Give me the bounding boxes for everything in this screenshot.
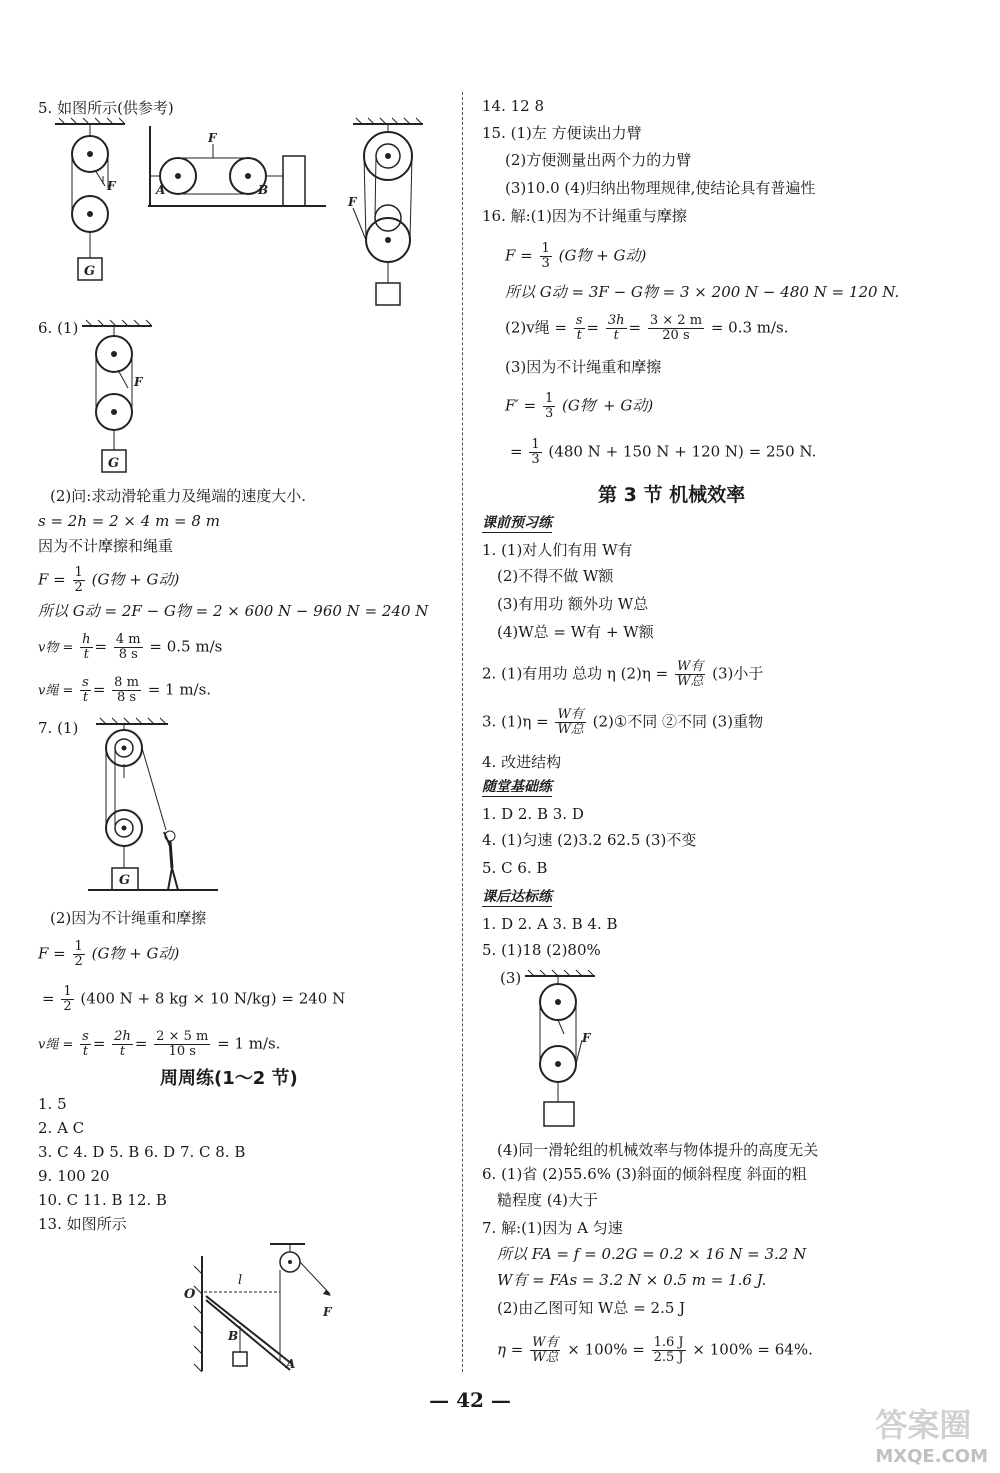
q5-force-label: F xyxy=(107,179,116,193)
q6-pulley-diagram xyxy=(82,320,162,475)
q7-velocity: v绳 = $\frac{s}{t}$ = $\frac{2h}{t}$ = $\frac{2 \times 5 m}{10 s}$ = 1 m/s. xyxy=(38,1029,281,1059)
q5-force-label-3: F xyxy=(348,195,357,209)
q13-pivot-label: O xyxy=(184,1287,196,1302)
answer-15-2: (2)方便测量出两个力的力臂 xyxy=(505,151,692,169)
q6-velocity-object: v物 = $\frac{h}{t}$ = $\frac{4 m}{8 s}$ = 0.5 m/s xyxy=(38,632,223,662)
after-7-b: 所以 FA = f = 0.2G = 0.2 × 16 N = 3.2 N xyxy=(497,1245,807,1263)
answer-16-force2-eq: F′ = $\frac{1}{3}$ (G物′ + G动) xyxy=(505,391,654,421)
q13-b-label: B xyxy=(228,1329,239,1343)
q7-label: 7. (1) xyxy=(38,719,79,737)
watermark-logo: 答案圈 xyxy=(875,1406,972,1444)
weekly-answer-2: 2. A C xyxy=(38,1119,85,1137)
answer-16-3: (3)因为不计绳重和摩擦 xyxy=(505,358,662,376)
after-7-a: 7. 解:(1)因为 A 匀速 xyxy=(482,1219,623,1237)
answer-15-3: (3)10.0 (4)归纳出物理规律,使结论具有普遍性 xyxy=(505,179,816,197)
watermark xyxy=(875,1400,988,1467)
after-7-efficiency: η = W有 W总 × 100% = $\frac{1.6 J}{2.5 J}$ × 100% = 64%. xyxy=(497,1335,813,1365)
weekly-answer-1: 1. 5 xyxy=(38,1095,67,1113)
q5-b-label: B xyxy=(258,183,269,197)
q13-force-label: F xyxy=(323,1305,332,1319)
answer-16-velocity: (2)v绳 = $\frac{s}{t}$ = $\frac{3h}{t}$ = $\frac{3 \times 2 m}{20 s}$ = 0.3 m/s. xyxy=(505,313,789,343)
q7-weight-label: G xyxy=(119,873,131,888)
answer-16-force-eq: F = $\frac{1}{3}$ (G物 + G动) xyxy=(505,241,647,271)
q13-lever-diagram xyxy=(180,1236,350,1371)
q5-weight-label: G xyxy=(84,264,96,279)
q13-length-label: l xyxy=(238,1273,243,1288)
after-6-b: 糙程度 (4)大于 xyxy=(497,1191,599,1209)
after-class-heading: 课后达标练 xyxy=(482,889,552,905)
weekly-answer-9: 9. 100 20 xyxy=(38,1167,110,1185)
weekly-practice-title: 周周练(1～2 节) xyxy=(160,1068,298,1089)
pre-4: 4. 改进结构 xyxy=(482,753,562,771)
in-class-5-6: 5. C 6. B xyxy=(482,859,548,877)
q5-pulley-diagram-1 xyxy=(55,118,135,283)
pre-1-3: (3)有用功 额外功 W总 xyxy=(497,595,649,613)
after-5-3: (3) xyxy=(500,969,522,987)
weekly-answer-13: 13. 如图所示 xyxy=(38,1215,127,1233)
after-5-force-label: F xyxy=(582,1031,591,1045)
q5-label: 5. 如图所示(供参考) xyxy=(38,99,174,117)
pre-3: 3. (1)η = W有 W总 (2)①不同 ②不同 (3)重物 xyxy=(482,707,764,737)
q7-force-eq: F = $\frac{1}{2}$ (G物 + G动) xyxy=(38,939,180,969)
column-divider xyxy=(462,92,463,1372)
q6-condition: 因为不计摩擦和绳重 xyxy=(38,537,174,555)
q6-label: 6. (1) xyxy=(38,319,79,337)
q6-force-label: F xyxy=(134,375,143,389)
watermark-site: MXQE.COM xyxy=(875,1446,988,1467)
section-3-title: 第 3 节 机械效率 xyxy=(598,484,746,506)
q6-force-eq: F = $\frac{1}{2}$ (G物 + G动) xyxy=(38,565,180,595)
q5-force-label-2: F xyxy=(208,131,217,145)
pre-1-2: (2)不得不做 W额 xyxy=(497,567,614,585)
answer-14: 14. 12 8 xyxy=(482,97,545,115)
q5-a-label: A xyxy=(156,183,166,197)
in-class-heading: 随堂基础练 xyxy=(482,779,552,795)
pre-1-4: (4)W总 = W有 + W额 xyxy=(497,623,654,641)
after-7-c: W有 = FAs = 3.2 N × 0.5 m = 1.6 J. xyxy=(497,1271,767,1289)
q13-a-label: A xyxy=(286,1357,296,1371)
after-5-pulley-diagram xyxy=(520,970,610,1130)
pre-2: 2. (1)有用功 总功 η (2)η = W有 W总 (3)小于 xyxy=(482,659,764,689)
in-class-1-3: 1. D 2. B 3. D xyxy=(482,805,584,823)
answer-16-pulley-weight: 所以 G动 = 3F − G物 = 3 × 200 N − 480 N = 120 N. xyxy=(505,283,900,301)
after-5-4: (4)同一滑轮组的机械效率与物体提升的高度无关 xyxy=(497,1141,819,1159)
q5-pulley-diagram-2 xyxy=(148,124,328,214)
after-6-a: 6. (1)省 (2)55.6% (3)斜面的倾斜程度 斜面的粗 xyxy=(482,1165,807,1183)
pre-class-heading: 课前预习练 xyxy=(482,515,552,531)
q7-pulley-diagram xyxy=(88,718,228,896)
q7-condition: (2)因为不计绳重和摩擦 xyxy=(50,909,207,927)
q6-weight-label: G xyxy=(108,456,120,471)
q6-pulley-weight: 所以 G动 = 2F − G物 = 2 × 600 N − 960 N = 240 N xyxy=(38,602,429,620)
answer-16-force-calc: = $\frac{1}{3}$ (480 N + 150 N + 120 N) = 250 N. xyxy=(510,437,817,467)
page-number: — 42 — xyxy=(429,1388,511,1412)
in-class-4: 4. (1)匀速 (2)3.2 62.5 (3)不变 xyxy=(482,831,697,849)
answer-16-1: 16. 解:(1)因为不计绳重与摩擦 xyxy=(482,207,687,225)
pre-1-1: 1. (1)对人们有用 W有 xyxy=(482,541,633,559)
q5-pulley-diagram-3 xyxy=(348,118,428,308)
weekly-answer-3-8: 3. C 4. D 5. B 6. D 7. C 8. B xyxy=(38,1143,246,1161)
q7-force-calc: = $\frac{1}{2}$ (400 N + 8 kg × 10 N/kg) = 240 N xyxy=(42,984,346,1014)
q6-velocity-rope: v绳 = $\frac{s}{t}$ = $\frac{8 m}{8 s}$ = 1 m/s. xyxy=(38,675,212,705)
weekly-answer-10-12: 10. C 11. B 12. B xyxy=(38,1191,167,1209)
fraction-half: $\frac{1}{2}$ xyxy=(74,565,83,595)
answer-15-1: 15. (1)左 方便读出力臂 xyxy=(482,124,642,142)
after-1-4: 1. D 2. A 3. B 4. B xyxy=(482,915,618,933)
after-5-1: 5. (1)18 (2)80% xyxy=(482,941,601,959)
after-7-d: (2)由乙图可知 W总 = 2.5 J xyxy=(497,1299,686,1317)
q6-distance: s = 2h = 2 × 4 m = 8 m xyxy=(38,512,220,530)
q6-question: (2)问:求动滑轮重力及绳端的速度大小. xyxy=(50,487,307,505)
